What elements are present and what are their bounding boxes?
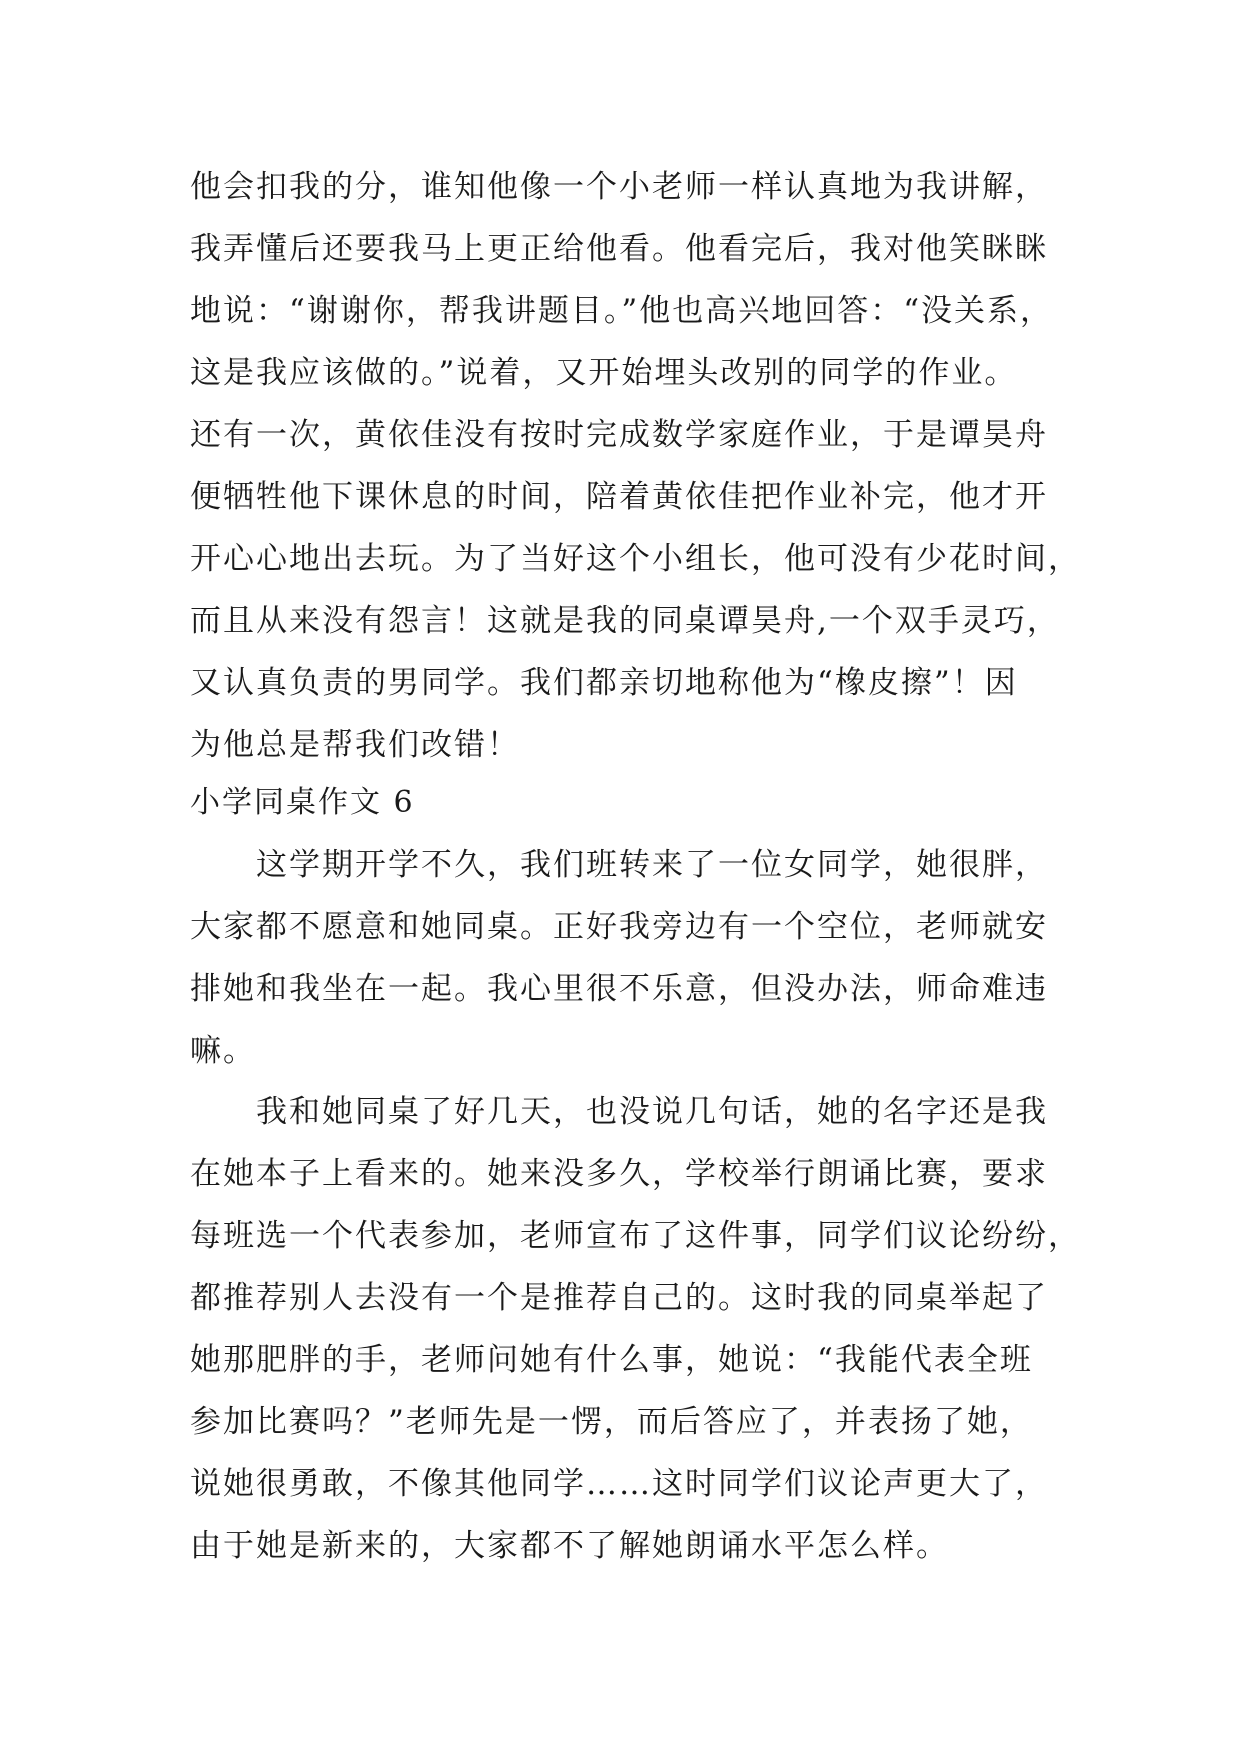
text-line: 我弄懂后还要我马上更正给他看。他看完后，我对他笑眯眯 [190,231,1048,267]
continuation-paragraph [190,156,1081,776]
text-line: 我和她同桌了好几天，也没说几句话，她的名字还是我 [256,1094,1048,1130]
text-line: 都推荐别人去没有一个是推荐自己的。这时我的同桌举起了 [190,1280,1048,1316]
text-line: 而且从来没有怨言！这就是我的同桌谭昊舟,一个双手灵巧， [190,603,1060,639]
paragraph-2 [190,1081,1081,1577]
text-line: 由于她是新来的，大家都不了解她朗诵水平怎么样。 [190,1528,949,1564]
text-line: 他会扣我的分，谁知他像一个小老师一样认真地为我讲解， [190,169,1048,205]
text-line: 排她和我坐在一起。我心里很不乐意，但没办法，师命难违 [190,971,1048,1007]
text-line: 大家都不愿意和她同桌。正好我旁边有一个空位，老师就安 [190,909,1048,945]
text-line: 她那肥胖的手，老师问她有什么事，她说：“我能代表全班 [190,1342,1033,1378]
text-line: 为他总是帮我们改错！ [190,727,520,763]
text-line: 便牺牲他下课休息的时间，陪着黄依佳把作业补完，他才开 [190,479,1048,515]
text-line: 每班选一个代表参加，老师宣布了这件事，同学们议论纷纷， [190,1218,1081,1254]
text-line: 这学期开学不久，我们班转来了一位女同学，她很胖， [256,847,1048,883]
text-line: 开心心地出去玩。为了当好这个小组长，他可没有少花时间， [190,541,1081,577]
section-heading: 小学同桌作文 6 [190,785,415,820]
text-line: 还有一次，黄依佳没有按时完成数学家庭作业，于是谭昊舟 [190,417,1048,453]
text-line: 参加比赛吗？”老师先是一愣，而后答应了，并表扬了她， [190,1404,1033,1440]
paragraph-1 [190,834,1060,1082]
text-line: 嘛。 [190,1033,256,1069]
text-line: 地说：“谢谢你，帮我讲题目。”他也高兴地回答：“没关系， [190,293,1054,329]
text-line: 又认真负责的男同学。我们都亲切地称他为“橡皮擦”！因 [190,665,1018,701]
text-line: 在她本子上看来的。她来没多久，学校举行朗诵比赛，要求 [190,1156,1048,1192]
text-line: 说她很勇敢，不像其他同学……这时同学们议论声更大了， [190,1466,1048,1502]
text-line: 这是我应该做的。”说着，又开始埋头改别的同学的作业。 [190,355,1018,391]
